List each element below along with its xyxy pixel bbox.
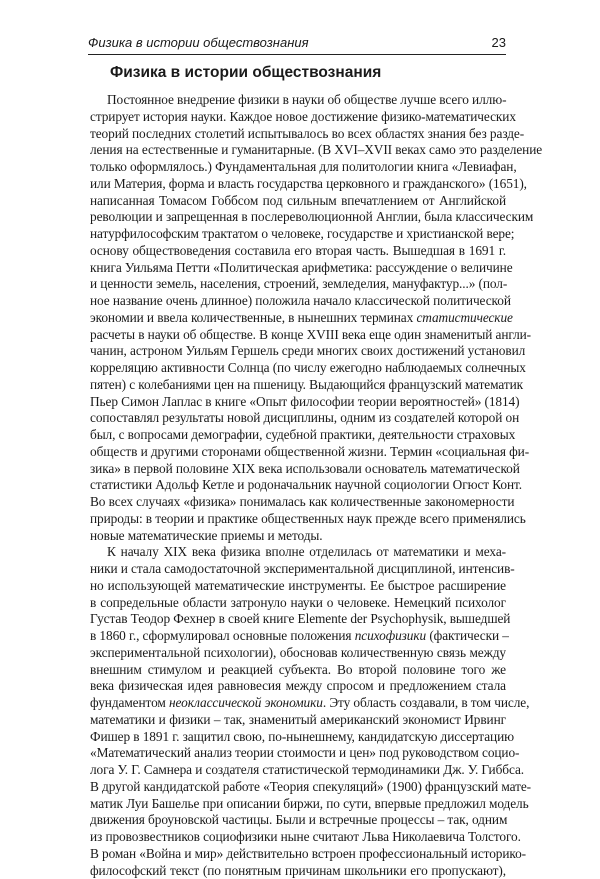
text-run: ления на естественные и гуманитарные. (В XVI–XVII веках само это разделение <box>90 142 542 157</box>
text-line <box>90 846 506 863</box>
text-line <box>90 628 506 645</box>
text-line <box>90 126 506 143</box>
text-run: в 1860 г., сформулировал основные положения <box>90 628 355 643</box>
text-line <box>90 461 506 478</box>
text-run: природы: в теории и практике общественных наук прежде всего применялись <box>90 511 526 526</box>
text-line <box>90 394 506 411</box>
text-line <box>90 193 506 210</box>
text-run: внешним стимулом и реакцией субъекта. Во второй половине того же <box>90 662 506 677</box>
text-line <box>90 142 506 159</box>
italic-term: психофизики <box>355 628 426 643</box>
text-run: статистики Адольф Кетле и родоначальник научной социологии Огюст Конт. <box>90 477 522 492</box>
text-run: обществ и другими сторонами общественной жизни. Термин «социальная фи- <box>90 444 529 459</box>
text-line <box>90 92 506 109</box>
text-line <box>90 695 506 712</box>
text-run: зика» в первой половине XIX века использовали основатель математической <box>90 461 520 476</box>
text-run: движения броуновской частицы. Были и встречные процессы – так, одним <box>90 812 507 827</box>
text-run: теорий последних столетий испытывалось во всех областях знания без разде- <box>90 126 524 141</box>
text-line <box>90 863 506 879</box>
text-run: ное название очень длинное) положила начало классической политической <box>90 293 511 308</box>
text-line <box>90 159 506 176</box>
text-line <box>90 511 506 528</box>
text-run: новые математические приемы и методы. <box>90 528 323 543</box>
text-run: Фишер в 1891 г. защитил свою, по-нынешнему, кандидатскую диссертацию <box>90 729 514 744</box>
text-line <box>90 377 506 394</box>
text-run: расчеты в науки об обществе. В конце XVIII века еще один знаменитый англи- <box>90 327 531 342</box>
text-line <box>90 260 506 277</box>
text-run: Пьер Симон Лаплас в книге «Опыт философии теории вероятностей» (1814) <box>90 394 519 409</box>
italic-term: статистические <box>416 310 512 325</box>
text-line <box>90 595 506 612</box>
text-run: только оформлялось.) Фундаментальная для политологии книга «Левиафан, <box>90 159 517 174</box>
text-run: основу обществоведения составила его вторая часть. Вышедшая в 1691 г. <box>90 243 506 258</box>
text-line <box>90 712 506 729</box>
text-run: К началу XIX века физика вполне отделилась от математики и меха- <box>107 544 506 559</box>
text-line <box>90 360 506 377</box>
section-title: Физика в истории обществознания <box>110 63 381 83</box>
text-line <box>90 578 506 595</box>
text-run: математики и физики – так, знаменитый американский экономист Ирвинг <box>90 712 506 727</box>
text-line <box>90 243 506 260</box>
page-number: 23 <box>492 34 506 52</box>
text-run: был, с вопросами демографии, судебной практики, деятельности страховых <box>90 427 515 442</box>
text-line <box>90 293 506 310</box>
running-title: Физика в истории обществознания <box>88 34 309 52</box>
text-line <box>90 343 506 360</box>
text-run: сопоставлял результаты новой дисциплины, одним из создателей которой он <box>90 410 519 425</box>
text-run: фундаментом <box>90 695 169 710</box>
text-run: . Эту область создавали, в том числе, <box>323 695 529 710</box>
text-run: «Математический анализ теории стоимости и цен» под руководством социо- <box>90 745 519 760</box>
text-line <box>90 410 506 427</box>
text-line <box>90 327 506 344</box>
text-line <box>90 427 506 444</box>
running-header <box>88 34 506 55</box>
text-run: или Материя, форма и власть государства церковного и гражданского» (1651), <box>90 176 527 191</box>
text-line <box>90 310 506 327</box>
text-run: Постоянное внедрение физики в науки об обществе лучше всего иллю- <box>107 92 506 107</box>
text-run: В другой кандидатской работе «Теория спекуляций» (1900) французский мате- <box>90 779 531 794</box>
text-line <box>90 611 506 628</box>
text-run: революции и запрещенная в послереволюционной Англии, была классическим <box>90 209 533 224</box>
paragraph <box>90 544 506 879</box>
text-line <box>90 494 506 511</box>
text-line <box>90 779 506 796</box>
text-run: Во всех случаях «физика» понималась как количественные закономерности <box>90 494 514 509</box>
paragraph <box>90 92 506 544</box>
text-line <box>90 444 506 461</box>
text-line <box>90 662 506 679</box>
text-run: (фактически – <box>426 628 509 643</box>
text-line <box>90 209 506 226</box>
text-line <box>90 745 506 762</box>
text-line <box>90 796 506 813</box>
text-run: ники и стала самодостаточной экспериментальной дисциплиной, интенсив- <box>90 561 515 576</box>
text-run: книга Уильяма Петти «Политическая арифметика: рассуждение о величине <box>90 260 513 275</box>
text-run: натурфилософским трактатом о человеке, государстве и христианской вере; <box>90 226 514 241</box>
text-run: написанная Томасом Гоббсом под сильным впечатлением от Английской <box>90 193 506 208</box>
text-run: В роман «Война и мир» действительно встроен профессиональный историко- <box>90 846 526 861</box>
text-line <box>90 528 506 545</box>
text-run: и ценности земель, населения, строений, земледелия, мануфактур...» (пол- <box>90 276 507 291</box>
text-line <box>90 812 506 829</box>
text-line <box>90 226 506 243</box>
text-line <box>90 829 506 846</box>
text-run: чанин, астроном Уильям Гершель среди многих своих достижений установил <box>90 343 525 358</box>
text-line <box>90 678 506 695</box>
text-run: корреляцию активности Солнца (по числу ежегодно наблюдаемых солнечных <box>90 360 526 375</box>
text-line <box>90 477 506 494</box>
text-run: но использующей математические инструменты. Ее быстрое расширение <box>90 578 506 593</box>
text-line <box>90 729 506 746</box>
text-line <box>90 762 506 779</box>
text-line <box>90 544 506 561</box>
text-run: века физическая идея равновесия между спросом и предложением стала <box>90 678 506 693</box>
text-run: из провозвестников социофизики ныне считают Льва Николаевича Толстого. <box>90 829 521 844</box>
text-run: экономии и ввела количественные, в нынешних терминах <box>90 310 416 325</box>
text-line <box>90 109 506 126</box>
text-run: пятен) с колебаниями цен на пшеницу. Выдающийся французский математик <box>90 377 523 392</box>
text-run: экспериментальной психологии), обосновав количественную связь между <box>90 645 506 660</box>
italic-term: неоклассической экономики <box>169 695 323 710</box>
text-run: в сопредельные области затронуло науки о человеке. Немецкий психолог <box>90 595 506 610</box>
text-line <box>90 561 506 578</box>
text-run: стрирует история науки. Каждое новое достижение физико-математических <box>90 109 516 124</box>
text-run: философский текст (по понятным причинам школьники его пропускают), <box>90 863 506 878</box>
text-line <box>90 276 506 293</box>
text-run: Густав Теодор Фехнер в своей книге Elemente der Psychophysik, вышедшей <box>90 611 510 626</box>
body-text <box>90 92 506 879</box>
text-line <box>90 176 506 193</box>
text-run: матик Луи Башелье при описании биржи, по сути, впервые предложил модель <box>90 796 529 811</box>
text-run: лога У. Г. Самнера и создателя статистической термодинамики Дж. У. Гиббса. <box>90 762 524 777</box>
text-line <box>90 645 506 662</box>
